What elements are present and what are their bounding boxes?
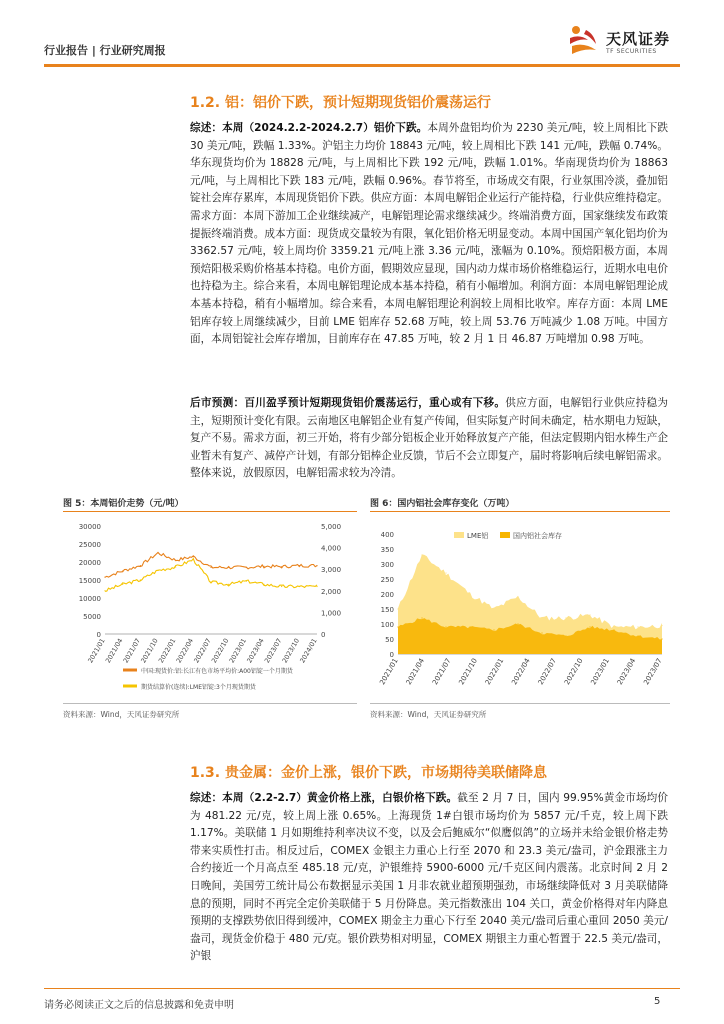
figure-5-chart [63, 514, 357, 704]
data-point-domestic-inventory [397, 626, 398, 627]
x-tick-label: 2022/04 [174, 637, 196, 665]
x-tick-label: 2023/04 [245, 637, 266, 665]
data-point-domestic-inventory [637, 635, 638, 636]
x-tick-label: 2023/10 [280, 637, 302, 665]
data-point-domestic-inventory [517, 623, 518, 624]
x-tick-label: 2023/07 [262, 637, 284, 665]
footer-disclaimer: 请务必阅读正文之后的信息披露和免责申明 [44, 1000, 234, 1011]
data-point-china-spot [246, 567, 247, 568]
data-point-china-spot [175, 560, 176, 561]
data-point-lme-aluminum [589, 614, 590, 615]
section-title-aluminum: 1.2. 铝：铝价下跌，预计短期现货铝价震荡运行 [190, 95, 491, 111]
brand-name-cn: 天风证券 [606, 30, 671, 48]
brand-name-en: TF SECURITIES [606, 48, 657, 55]
data-point-domestic-inventory [565, 635, 566, 636]
y-tick-label: 0 [389, 651, 394, 659]
data-point-lme [193, 559, 194, 560]
y-right-tick-label: 1,000 [321, 609, 342, 618]
data-point-domestic-inventory [589, 626, 590, 627]
y-tick-label: 200 [380, 591, 394, 599]
figure-6-title: 图 6：国内铝社会库存变化（万吨） [370, 499, 515, 509]
x-tick-label: 2022/04 [510, 657, 532, 687]
x-tick-label: 2023/07 [642, 657, 664, 687]
figure-5-top-rule [63, 511, 357, 512]
x-tick-label: 2021/10 [139, 637, 160, 665]
data-point-lme-aluminum [637, 626, 638, 627]
x-tick-label: 2021/07 [431, 657, 453, 687]
x-tick-label: 2022/10 [563, 657, 585, 687]
data-point-domestic-inventory [541, 632, 542, 633]
data-point-china-spot [104, 577, 105, 578]
page-number: 5 [654, 996, 661, 1007]
report-category: 行业报告 | 行业研究周报 [44, 44, 166, 57]
y-tick-label: 300 [380, 561, 394, 569]
figure-6-source: 资料来源：Wind，天风证券研究所 [370, 710, 487, 719]
data-point-china-spot [281, 566, 282, 567]
data-point-domestic-inventory [445, 626, 446, 627]
x-tick-label: 2022/10 [209, 637, 231, 665]
data-point-china-spot [228, 567, 229, 568]
x-tick-label: 2022/07 [192, 637, 213, 665]
aluminum-forecast-lead: 后市预测：百川盈孚预计短期现货铝价震荡运行，重心或有下移。 [190, 397, 506, 409]
data-point-lme [299, 586, 300, 587]
y-right-tick-label: 4,000 [321, 544, 342, 553]
legend-label-lme: 期货结算价(连续):LME铝锭:3个月现货期货 [141, 684, 256, 691]
data-point-lme-aluminum [541, 617, 542, 618]
data-point-lme-aluminum [565, 617, 566, 618]
y-right-tick-label: 3,000 [321, 566, 342, 575]
figure-6-top-rule [370, 511, 670, 512]
data-point-domestic-inventory [421, 617, 422, 618]
x-tick-label: 2023/01 [227, 637, 249, 665]
header-rule [44, 64, 680, 67]
x-tick-label: 2021/10 [457, 657, 479, 687]
figure-5-source: 资料来源：Wind，天风证券研究所 [63, 710, 180, 719]
figure-5-bottom-rule [63, 703, 357, 704]
data-point-domestic-inventory [613, 629, 614, 630]
y-right-tick-label: 0 [321, 631, 326, 639]
y-tick-label: 100 [380, 621, 394, 629]
data-point-lme [157, 570, 158, 571]
x-tick-label: 2022/01 [483, 657, 506, 687]
y-left-tick-label: 20000 [78, 559, 101, 567]
data-point-lme [316, 586, 317, 587]
y-tick-label: 350 [380, 546, 394, 554]
section-title-precious-metals: 1.3. 贵金属：金价上涨，银价下跌，市场期待美联储降息 [190, 765, 547, 781]
data-point-china-spot [193, 556, 194, 557]
figure-6-chart [370, 514, 670, 704]
legend-swatch-domestic-inventory [500, 532, 510, 538]
precious-summary-body: 截至 2 月 7 日，国内 99.95%黄金市场均价为 481.22 元/克，较上周上涨 0.65%。上海现货 1#白银市场均价为 5857 元/千克，较上周下跌 1.17%。美联储 1 月如期维持利率决议不变，以及会后鲍威尔“似鹰似鸽”的立场并未给金银价格走势带来实质性打击。相反过后，COMEX 金银主力重心上行至 2070 和 23.3 美元/盎司，沪金跟涨主力合约接近一个月高点至 485.18 元/克，沪银维持 5900-6000 元/千克区间内震荡。北京时间 2 月 2 日晚间，美国劳工统计局公布数据显示美国 1 月非农就业超预期强劲，市场继续降低对 3 月美联储降息的预期，同时不再完全定价美联储于 5 月份降息。美元指数涨出 104 关口，黄金价格得对年内降息预期的支撑跌势依旧得到缓冲，COMEX 期金主力重心下行至 2040 美元/盎司后重心重回 2050 美元/盎司，现货金价稳于 480 元/克。银价跌势相对明显，COMEX 期银主力重心暂置于 22.5 美元/盎司，沪银 [190, 792, 668, 963]
legend-swatch-lme-aluminum [454, 532, 464, 538]
y-left-tick-label: 0 [96, 631, 101, 639]
data-point-lme [281, 586, 282, 587]
data-point-lme-aluminum [493, 608, 494, 609]
figure-6-bottom-rule [370, 703, 670, 704]
aluminum-forecast-body: 供应方面，电解铝行业供应持稳为主，短期预计变化有限。云南地区电解铝企业有复产传闻，但实际复产时间未确定，枯水期电力短缺，复产不易。需求方面，初三开始，将有少部分铝板企业开始释放复产产能，但法定假期内铝水棒生产企业暂未有复产、减停产计划，有部分铝棒企业反馈，节后不会立即复产，届时将影响后续电解铝需求。整体来说，放假原因，电解铝需求较为冷清。 [190, 397, 669, 480]
x-tick-label: 2022/01 [156, 637, 178, 665]
x-tick-label: 2023/01 [589, 657, 611, 687]
data-point-lme [210, 582, 211, 583]
x-tick-label: 2021/07 [121, 637, 143, 665]
precious-summary-lead: 综述：本周（2.2-2.7）黄金价格上涨，白银价格下跌。 [190, 792, 458, 804]
data-point-domestic-inventory [493, 629, 494, 630]
aluminum-summary-body: 本周外盘铝均价为 2230 美元/吨，较上周相比下跌 30 美元/吨，跌幅 1.33%。沪铝主力均价 18843 元/吨，较上周相比下跌 141 元/吨，跌幅 0.74%。华东现货均价为 18828 元/吨，与上周相比下跌 192 元/吨，跌幅 1.01%。华南现货均价为 18863 元/吨，与上周相比下跌 183 元/吨，跌幅 0.96%。春节将至，市场成交有限，行业氛围冷淡，叠加铝锭社会库存累库，本周现货铝价下跌。供应方面：本周电解铝企业运行产能持稳，行业供应维持稳定。需求方面：本周下游加工企业继续减产，电解铝理论需求继续减少。终端消费方面，国家继续发布政策提振终端消费。成本方面：现货成交量较为有限，氧化铝价格无明显变动。本周中国国产氧化铝均价为 3362.57 元/吨，较上周均价 3359.21 元/吨上涨 3.36 元/吨，涨幅为 0.10%。预焙阳极方面，本周预焙阳极采购价格基本持稳。电价方面，假期效应显现，国内动力煤市场价格维稳运行，近期水电电价也持稳为主。综合来看，本周电解铝理论成本基本持稳，稍有小幅增加。利润方面：本周电解铝理论成本基本持稳，稍有小幅增加。综合来看，本周电解铝理论利润较上周相比收窄。库存方面：本周 LME 铝库存较上周继续减少，目前 LME 铝库存 52.68 万吨，较上周 53.76 万吨减少 1.08 万吨。中国方面，本周铝锭社会库存增加，目前库存在 47.85 万吨，较 2 月 1 日 46.87 万吨增加 0.98 万吨。 [190, 122, 669, 346]
data-point-lme [263, 584, 264, 585]
x-tick-label: 2021/04 [404, 657, 427, 687]
data-point-lme-aluminum [469, 593, 470, 594]
data-point-lme [104, 590, 105, 591]
y-tick-label: 400 [380, 531, 394, 539]
brand-logo [566, 24, 706, 64]
x-tick-label: 2021/01 [86, 637, 107, 665]
data-point-lme-aluminum [661, 625, 662, 626]
y-right-tick-label: 5,000 [321, 523, 342, 531]
y-left-tick-label: 25000 [78, 541, 101, 549]
y-left-tick-label: 5000 [83, 613, 101, 621]
data-point-china-spot [316, 565, 317, 566]
precious-summary-paragraph [190, 790, 668, 966]
data-point-lme [140, 579, 141, 580]
aluminum-summary-paragraph [190, 120, 668, 349]
aluminum-summary-lead: 综述：本周（2024.2.2-2024.2.7）铝价下跌。 [190, 122, 428, 134]
x-tick-label: 2021/01 [378, 657, 400, 687]
data-point-china-spot [157, 552, 158, 553]
data-point-domestic-inventory [469, 626, 470, 627]
x-tick-label: 2024/01 [298, 637, 319, 665]
data-point-lme-aluminum [421, 554, 422, 555]
data-point-lme [122, 584, 123, 585]
data-point-china-spot [299, 565, 300, 566]
data-point-lme-aluminum [445, 572, 446, 573]
x-tick-label: 2021/04 [103, 637, 125, 665]
data-point-china-spot [210, 567, 211, 568]
data-point-lme [228, 584, 229, 585]
data-point-lme-aluminum [397, 608, 398, 609]
data-point-china-spot [122, 570, 123, 571]
y-tick-label: 50 [385, 636, 394, 644]
y-right-tick-label: 2,000 [321, 587, 342, 596]
y-left-tick-label: 30000 [78, 523, 101, 531]
figure-5-title: 图 5：本周铝价走势（元/吨） [63, 499, 184, 509]
legend-label-domestic-inventory: 国内铝社会库存 [513, 532, 562, 540]
data-point-domestic-inventory [661, 638, 662, 639]
series-line-china-spot [105, 552, 317, 577]
footer-rule [44, 988, 680, 989]
x-tick-label: 2023/04 [615, 657, 638, 687]
y-left-tick-label: 15000 [78, 577, 101, 585]
data-point-lme-aluminum [517, 596, 518, 597]
brand-mark-icon [566, 24, 602, 60]
series-line-lme [105, 559, 317, 592]
aluminum-forecast-paragraph [190, 395, 668, 483]
x-tick-label: 2022/07 [536, 657, 559, 687]
y-tick-label: 250 [380, 576, 394, 584]
data-point-lme [246, 580, 247, 581]
data-point-lme-aluminum [613, 626, 614, 627]
y-left-tick-label: 10000 [78, 595, 101, 603]
legend-label-china-spot: 中国:现货价:铝:长江有色市场平均价:A00铝锭一个月期货 [141, 668, 293, 675]
data-point-china-spot [263, 566, 264, 567]
y-tick-label: 150 [380, 606, 394, 614]
legend-label-lme-aluminum: LME铝 [467, 532, 489, 540]
data-point-lme [175, 566, 176, 567]
data-point-china-spot [140, 565, 141, 566]
